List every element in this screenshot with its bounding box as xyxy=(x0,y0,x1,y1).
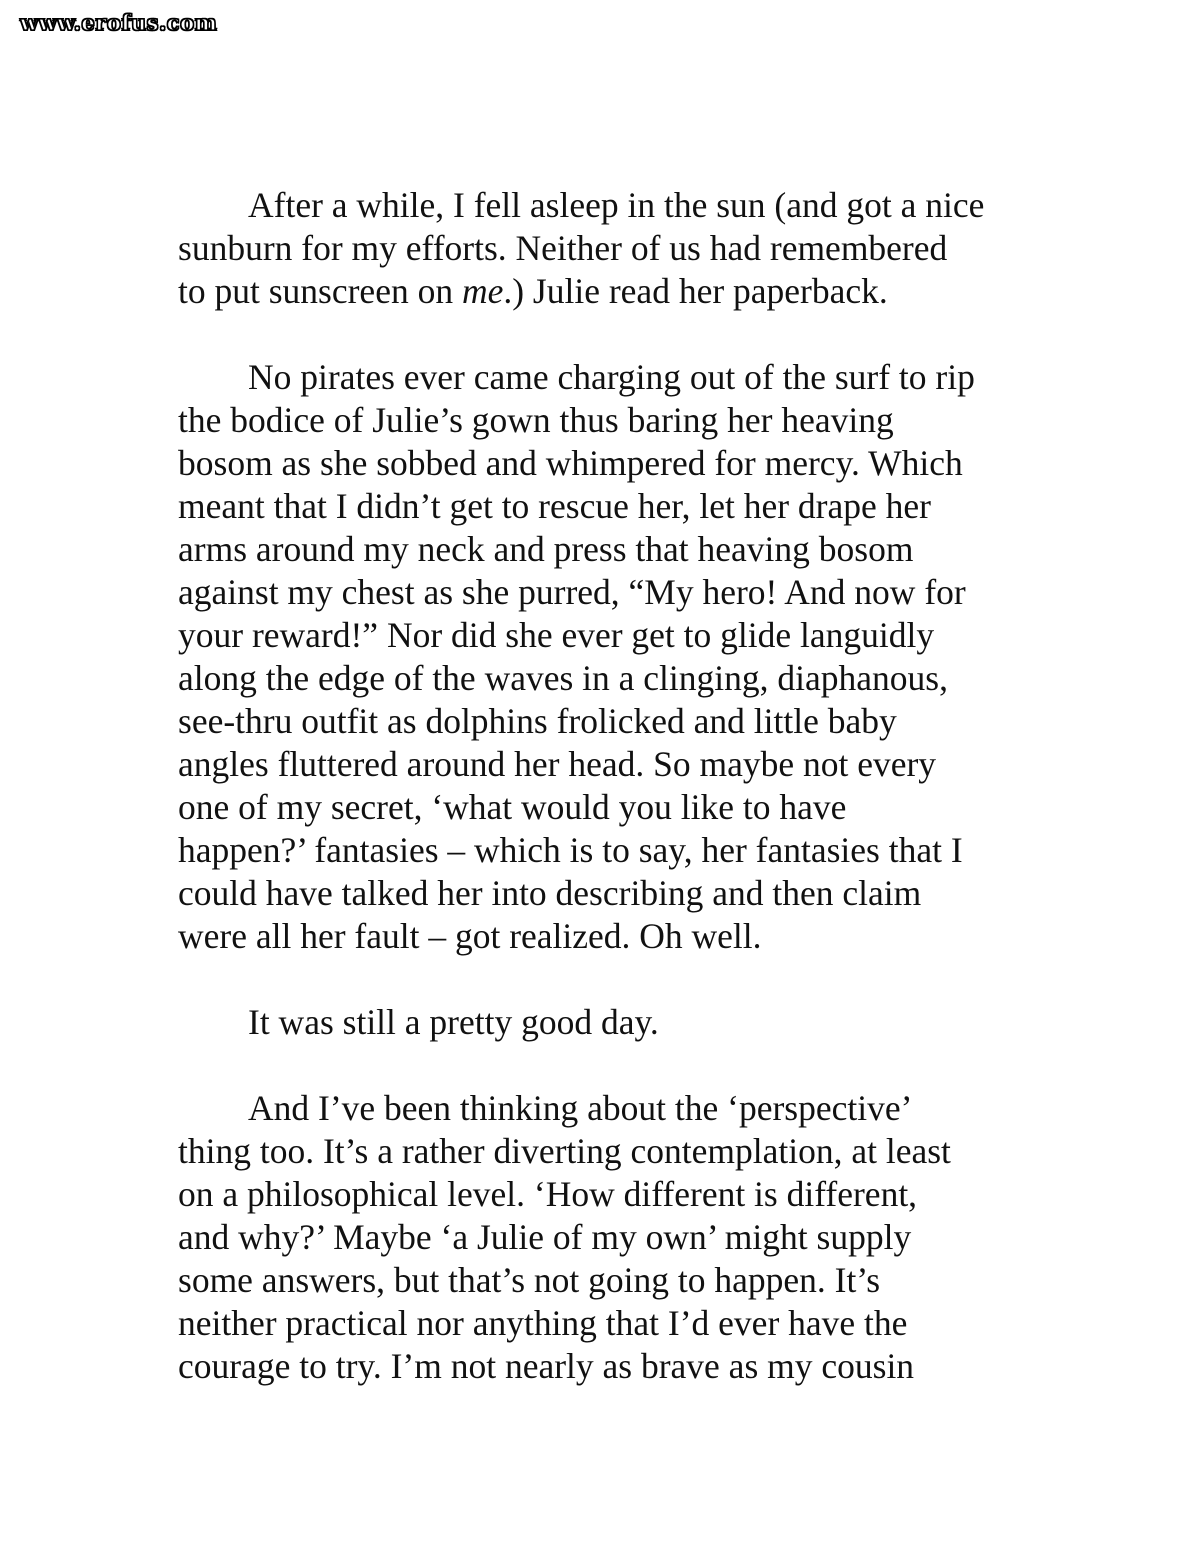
text-line: your reward!” Nor did she ever get to glide languidly xyxy=(178,615,935,655)
text-line: And I’ve been thinking about the ‘perspective’ xyxy=(248,1088,913,1128)
text-line: the bodice of Julie’s gown thus baring her heaving xyxy=(178,400,894,440)
text-line: bosom as she sobbed and whimpered for mercy. Which xyxy=(178,443,963,483)
text-line: meant that I didn’t get to rescue her, let her drape her xyxy=(178,486,931,526)
text-line: along the edge of the waves in a clinging, diaphanous, xyxy=(178,658,948,698)
text-line: thing too. It’s a rather diverting contemplation, at least xyxy=(178,1131,951,1171)
text-line: happen?’ fantasies – which is to say, her fantasies that I xyxy=(178,830,963,870)
text-line: see-thru outfit as dolphins frolicked and little baby xyxy=(178,701,897,741)
text-line xyxy=(178,270,1058,313)
text-fragment: .) Julie read her paperback. xyxy=(503,271,888,311)
text-line: some answers, but that’s not going to happen. It’s xyxy=(178,1260,881,1300)
text-line: sunburn for my efforts. Neither of us had remembered xyxy=(178,228,948,268)
text-line: and why?’ Maybe ‘a Julie of my own’ might supply xyxy=(178,1217,912,1257)
emphasis-text: me xyxy=(461,271,504,311)
text-fragment: to put sunscreen on xyxy=(178,271,462,311)
text-line: After a while, I fell asleep in the sun (and got a nice xyxy=(248,185,985,225)
paragraph xyxy=(178,184,1058,313)
paragraph xyxy=(178,1087,1058,1388)
text-line: courage to try. I’m not nearly as brave as my cousin xyxy=(178,1346,915,1386)
paragraph xyxy=(178,356,1058,958)
text-line: on a philosophical level. ‘How different is different, xyxy=(178,1174,918,1214)
text-line: neither practical nor anything that I’d ever have the xyxy=(178,1303,908,1343)
text-line: against my chest as she purred, “My hero! And now for xyxy=(178,572,966,612)
text-line: could have talked her into describing and then claim xyxy=(178,873,922,913)
watermark-text: www.erofus.com xyxy=(20,10,218,35)
text-line: one of my secret, ‘what would you like to have xyxy=(178,787,847,827)
text-line: angles fluttered around her head. So maybe not every xyxy=(178,744,937,784)
paragraph xyxy=(178,1001,1058,1044)
text-line: were all her fault – got realized. Oh well. xyxy=(178,916,762,956)
text-line: It was still a pretty good day. xyxy=(248,1002,659,1042)
text-line: No pirates ever came charging out of the surf to rip xyxy=(248,357,975,397)
text-line: arms around my neck and press that heaving bosom xyxy=(178,529,914,569)
document-body xyxy=(178,184,1058,1431)
